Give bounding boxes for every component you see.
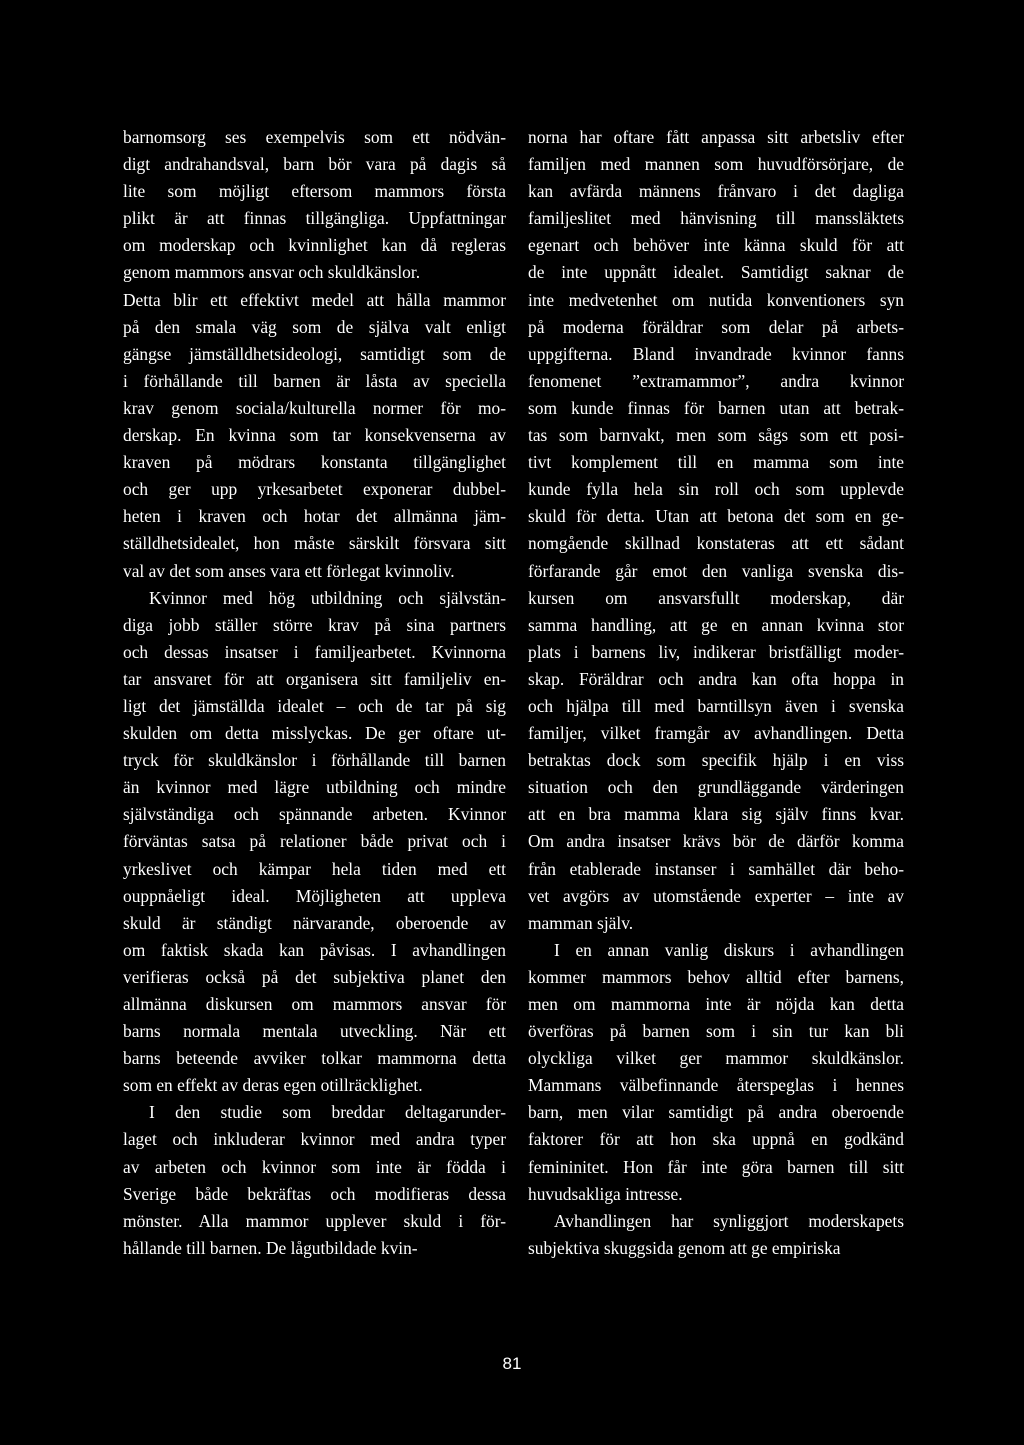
left-text-column [123, 124, 506, 1262]
text-line: betraktas dock som specifik hjälp i en viss [528, 750, 904, 771]
text-line: situation och den grundläggande värderingen [528, 777, 904, 798]
text-line: plikt är att finnas tillgängliga. Uppfattningar [123, 208, 506, 229]
text-line: skuld för detta. Utan att betona det som en ge- [528, 506, 904, 527]
text-line: ställdhetsidealet, hon måste särskilt försvara sitt [123, 533, 506, 554]
text-line: och hjälpa till med barntillsyn även i svenska [528, 695, 904, 716]
text-line: hållande till barnen. De lågutbildade kvin- [123, 1237, 418, 1258]
text-line: barnomsorg ses exempelvis som ett nödvän- [123, 127, 506, 147]
text-line: laget och inkluderar kvinnor med andra typer [123, 1129, 506, 1150]
text-line: Detta blir ett effektivt medel att hålla mammor [123, 289, 506, 310]
text-line: från etablerade instanser i samhället där beho- [528, 858, 904, 879]
text-line: av arbeten och kvinnor som inte är födda i [123, 1156, 506, 1177]
text-line: kommer mammors behov alltid efter barnens, [528, 966, 904, 987]
text-line: familjeslitet med hänvisning till manssläktets [528, 208, 904, 229]
text-line: kunde fylla hela sin roll och som upplevde [528, 479, 904, 500]
text-line: förväntas satsa på relationer både privat och i [123, 831, 506, 852]
text-line: familjer, vilket framgår av avhandlingen. Detta [528, 723, 904, 744]
text-line: I en annan vanlig diskurs i avhandlingen [554, 939, 904, 960]
page-number: 81 [502, 1354, 522, 1373]
text-line: att en bra mamma klara sig själv finns kvar. [528, 804, 904, 825]
text-line: Kvinnor med hög utbildning och självstän- [149, 587, 506, 608]
text-line: som en effekt av deras egen otillräcklighet. [123, 1075, 423, 1096]
text-line: barn, men vilar samtidigt på andra oberoende [528, 1102, 904, 1123]
text-line: val av det som anses vara ett förlegat kvinnoliv. [123, 560, 455, 581]
text-line: om moderskap och kvinnlighet kan då regleras [123, 235, 506, 256]
text-line: än kvinnor med lägre utbildning och mindre [123, 777, 506, 798]
text-line: uppgifterna. Bland invandrade kvinnor fanns [528, 343, 904, 364]
text-line: Avhandlingen har synliggjort moderskapets [554, 1210, 904, 1231]
text-line: I den studie som breddar deltagarunder- [149, 1102, 506, 1123]
text-line: norna har oftare fått anpassa sitt arbetsliv efter [528, 127, 904, 147]
text-line: Mammans välbefinnande återspeglas i hennes [528, 1075, 904, 1096]
text-line: derskap. En kvinna som tar konsekvenserna av [123, 425, 506, 446]
text-line: barns beteende avviker tolkar mammorna detta [123, 1048, 506, 1069]
text-line: kraven på mödrars konstanta tillgänglighet [123, 452, 506, 473]
right-text-column [528, 124, 904, 1262]
text-line: nomgående skillnad konstateras att ett sådant [528, 533, 904, 554]
text-line: Sverige både bekräftas och modifieras dessa [123, 1183, 506, 1204]
text-line: huvudsakliga intresse. [528, 1183, 683, 1204]
text-line: på den smala väg som de själva valt enligt [123, 316, 506, 337]
text-line: lite som möjligt eftersom mammors första [123, 181, 506, 202]
text-line: Om andra insatser krävs bör de därför komma [528, 831, 904, 852]
text-line: verifieras också på det subjektiva planet den [123, 966, 506, 987]
text-line: faktorer för att hon ska uppnå en godkänd [528, 1129, 904, 1150]
text-line: vet avgörs av utomstående experter – inte av [528, 885, 904, 906]
text-line: diga jobb ställer större krav på sina partners [123, 614, 506, 635]
text-line: barns normala mentala utveckling. När ett [123, 1021, 506, 1042]
text-line: förfarande går emot den vanliga svenska dis- [528, 560, 904, 581]
text-line: självständiga och spännande arbeten. Kvinnor [123, 804, 506, 825]
text-line: tryck för skuldkänslor i förhållande till barnen [123, 750, 506, 771]
text-line: kan avfärda männens frånvaro i det dagliga [528, 181, 904, 202]
text-line: på moderna föräldrar som delar på arbets- [528, 316, 904, 337]
text-line: skuld är ständigt närvarande, oberoende av [123, 912, 506, 933]
text-line: fenomenet ”extramammor”, andra kvinnor [528, 370, 904, 391]
text-line: subjektiva skuggsida genom att ge empiriska [528, 1237, 841, 1258]
text-line: tivt komplement till en mamma som inte [528, 452, 904, 473]
text-line: femininitet. Hon får inte göra barnen till sitt [528, 1156, 904, 1177]
text-line: som kunde finnas för barnen utan att betrak- [528, 397, 904, 418]
text-line: i förhållande till barnen är låsta av speciella [123, 370, 506, 391]
text-line: genom mammors ansvar och skuldkänslor. [123, 262, 421, 283]
text-line: tas som barnvakt, men som sågs som ett posi- [528, 425, 904, 446]
text-line: allmänna diskursen om mammors ansvar för [123, 994, 506, 1014]
text-line: inte medvetenhet om nutida konventioners syn [528, 289, 904, 310]
text-line: ouppnåeligt ideal. Möjligheten att uppleva [123, 885, 506, 906]
text-line: kursen om ansvarsfullt moderskap, där [528, 587, 904, 608]
text-line: krav genom sociala/kulturella normer för mo- [123, 397, 506, 418]
text-line: familjen med mannen som huvudförsörjare, de [528, 154, 904, 175]
text-line: och dessas insatser i familjearbetet. Kvinnorna [123, 641, 506, 662]
text-line: egenart och behöver inte känna skuld för att [528, 235, 904, 256]
text-line: tar ansvaret för att organisera sitt familjeliv en- [123, 668, 506, 689]
text-line: plats i barnens liv, indikerar bristfälligt moder- [528, 641, 904, 662]
text-line: samma handling, att ge en annan kvinna stor [528, 614, 904, 635]
text-line: gängse jämställdhetsideologi, samtidigt som de [123, 343, 506, 364]
text-line: ligt det jämställda idealet – och de tar på sig [123, 695, 506, 716]
text-line: skap. Föräldrar och andra kan ofta hoppa in [528, 668, 904, 689]
text-line: mönster. Alla mammor upplever skuld i för- [123, 1210, 506, 1231]
text-line: men om mammorna inte är nöjda kan detta [528, 994, 904, 1014]
text-line: och ger upp yrkesarbetet exponerar dubbel- [123, 479, 506, 500]
text-line: yrkeslivet och kämpar hela tiden med ett [123, 858, 506, 879]
text-line: om faktisk skada kan påvisas. I avhandlingen [123, 939, 506, 960]
text-line: heten i kraven och hotar det allmänna jäm- [123, 506, 506, 527]
text-line: de inte uppnått idealet. Samtidigt saknar de [528, 262, 904, 283]
text-line: olyckliga vilket ger mammor skuldkänslor. [528, 1048, 904, 1069]
text-line: digt andrahandsval, barn bör vara på dagis så [123, 154, 506, 175]
text-line: skulden om detta misslyckas. De ger oftare ut- [123, 723, 506, 744]
text-line: överföras på barnen som i sin tur kan bli [528, 1021, 904, 1042]
text-line: mamman själv. [528, 912, 634, 933]
